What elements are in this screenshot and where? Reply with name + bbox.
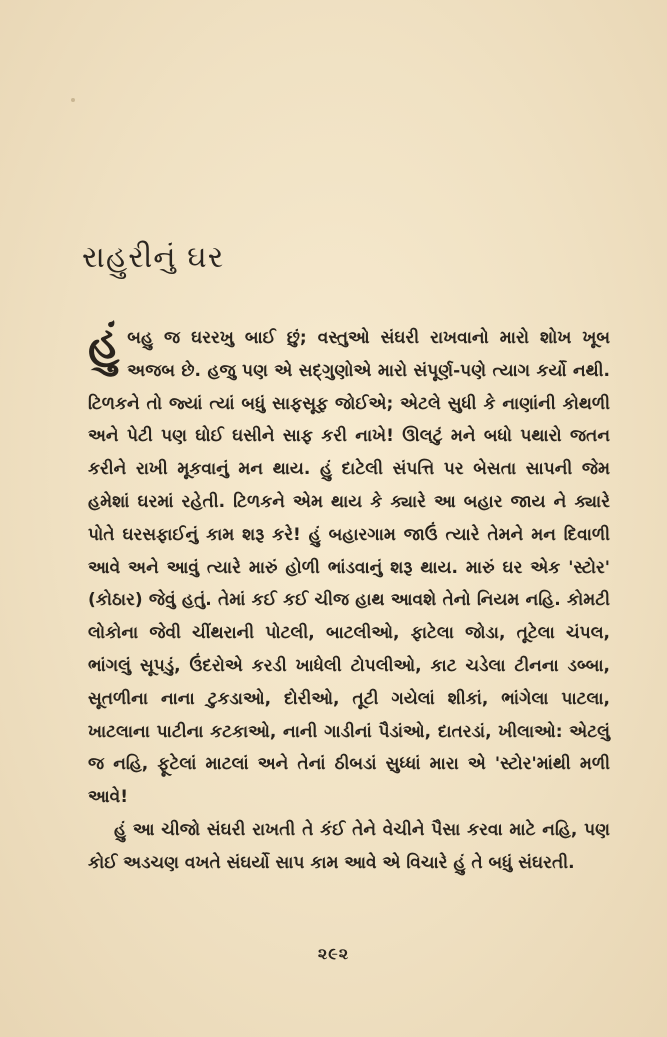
paragraph-1 xyxy=(88,318,610,814)
paper-speck xyxy=(71,98,75,102)
page-number: ૨૯૨ xyxy=(317,944,350,963)
chapter-title: રાહુરીનું ઘર xyxy=(82,240,225,275)
body-text xyxy=(88,318,610,880)
paragraph-2: હું આ ચીજો સંઘરી રાખતી તે કંઈ તેને વેચીને પૈસા કરવા માટે નહિ, પણ કોઈ અડચણ વખતે સંઘર્યો સાપ કામ આવે એ વિચારે હું તે બધું સંઘરતી. xyxy=(88,819,610,873)
drop-cap: હું xyxy=(88,318,120,369)
paragraph-1-text: બહુ જ ઘરરખુ બાઈ છું; વસ્તુઓ સંઘરી રાખવાનો મારો શોખ ખૂબ અજબ છે. હજુ પણ એ સદ્ગુણોએ મારો સંપૂર્ણ-પણે ત્યાગ કર્યો નથી. ટિળકને તો જ્યાં ત્યાં બધું સાફસૂફ જોઈએ; એટલે સુધી કે નાણાંની કોથળી અને પેટી પણ ઘોઈ ઘસીને સાફ કરી નાખે! ઊલટું મને બધો પથારો જતન કરીને રાખી મૂકવાનું મન થાય. હું દાટેલી સંપત્તિ પર બેસતા સાપની જેમ હમેશાં ઘરમાં રહેતી. ટિળકને એમ થાય કે ક્યારે આ બહાર જાય ને ક્યારે પોતે ઘરસફાઈનું કામ શરૂ કરે! હું બહારગામ જાઉં ત્યારે તેમને મન દિવાળી આવે અને આવું ત્યારે મારું હોળી ભાંડવાનું શરૂ થાય. મારું ઘર એક 'સ્ટોર' (કોઠાર) જેવું હતું. તેમાં કઈ કઈ ચીજ હાથ આવશે તેનો નિયમ નહિ. કોમટી લોકોના જેવી ચીંથરાની પોટલી, બાટલીઓ, ફાટેલા જોડા, તૂટેલા ચંપલ, ભાંગલું સૂપડું, ઉંદરોએ કરડી ખાધેલી ટોપલીઓ, કાટ ચડેલા ટીનના ડબ્બા, સૂતળીના નાના ટુકડાઓ, દોરીઓ, તૂટી ગયેલાં શીકાં, ભાંગેલા પાટલા, ખાટલાના પાટીના કટકાઓ, નાની ગાડીનાં પૈડાંઓ, દાતરડાં, ખીલાઓ: એટલું જ નહિ, ફૂટેલાં માટલાં અને તેનાં ઠીબડાં સુધ્ધાં મારા એ 'સ્ટોર'માંથી મળી આવે! xyxy=(88,328,610,808)
